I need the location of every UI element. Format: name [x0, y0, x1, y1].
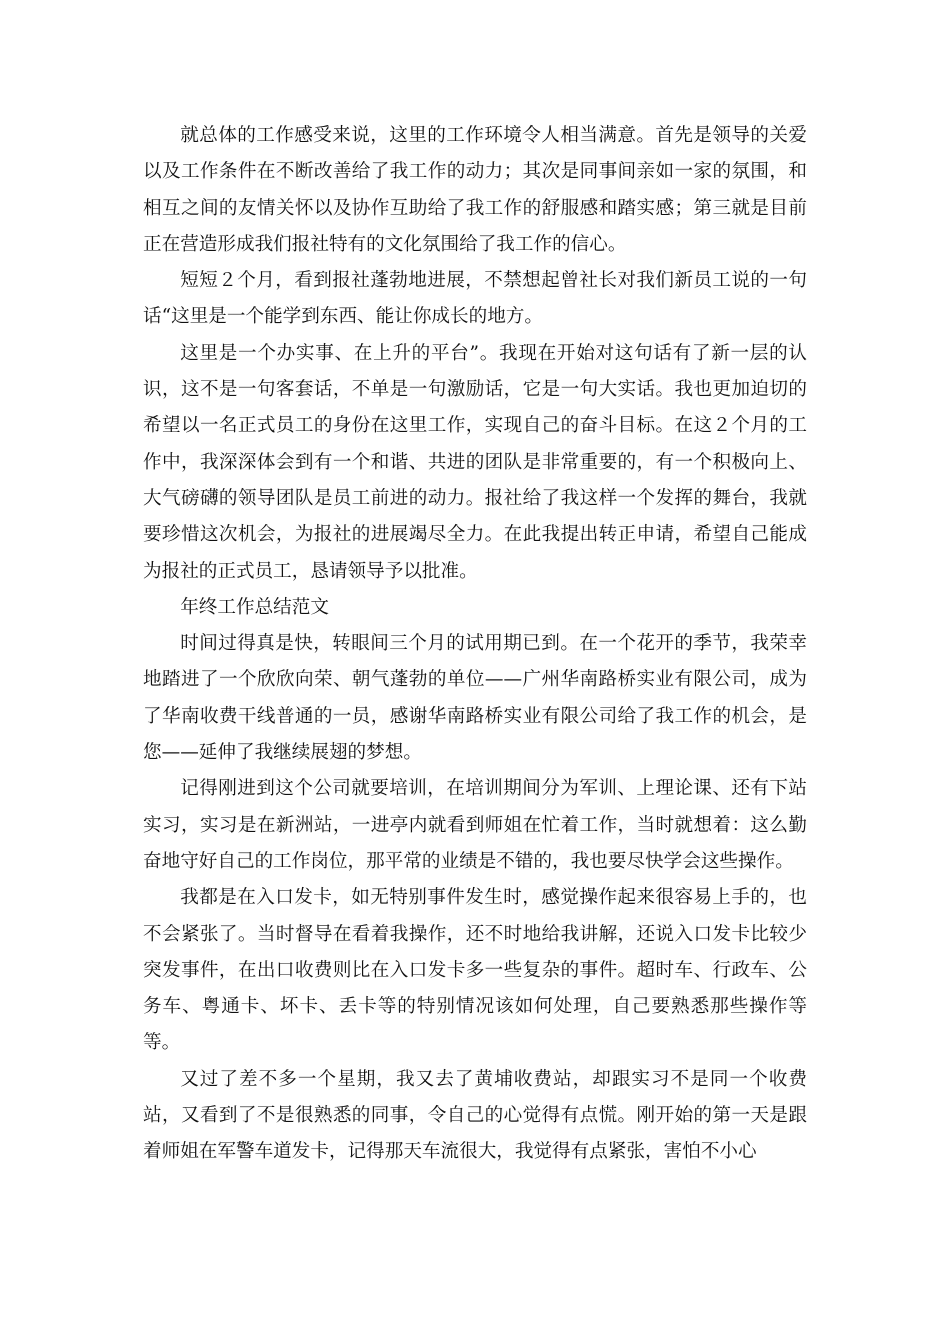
paragraph-huangpu-station: 又过了差不多一个星期，我又去了黄埔收费站，却跟实习不是同一个收费站，又看到了不是很熟悉的同事，令自己的心觉得有点慌。刚开始的第一天是跟着师姐在军警车道发卡，记得那天车流很大，我觉得有点紧张，害怕不小心 [143, 1068, 807, 1163]
paragraph-two-months: 短短２个月，看到报社蓬勃地进展，不禁想起曾社长对我们新员工说的一句话“这里是一个能学到东西、能让你成长的地方。 [143, 270, 807, 328]
paragraph-entrance-card: 我都是在入口发卡，如无特别事件发生时，感觉操作起来很容易上手的，也不会紧张了。当时督导在看着我操作，还不时地给我讲解，还说入口发卡比较少突发事件，在出口收费则比在入口发卡多一些复杂的事件。超时车、行政车、公务车、粤通卡、坏卡、丢卡等的特别情况该如何处理，自己要熟悉那些操作等等。 [143, 887, 807, 1054]
document-body [143, 118, 807, 1171]
paragraph-probation: 时间过得真是快，转眼间三个月的试用期已到。在一个花开的季节，我荣幸地踏进了一个欣欣向荣、朝气蓬勃的单位——广州华南路桥实业有限公司，成为了华南收费干线普通的一员，感谢华南路桥实业有限公司给了我工作的机会，是您——延伸了我继续展翅的梦想。 [143, 633, 807, 764]
paragraph-platform: 这里是一个办实事、在上升的平台”。我现在开始对这句话有了新一层的认识，这不是一句客套话，不单是一句激励话，它是一句大实话。我也更加迫切的希望以一名正式员工的身份在这里工作，实现自己的奋斗目标。在这２个月的工作中，我深深体会到有一个和谐、共进的团队是非常重要的，有一个积极向上、大气磅礴的领导团队是员工前进的动力。报社给了我这样一个发挥的舞台，我就要珍惜这次机会，为报社的进展竭尽全力。在此我提出转正申请，希望自己能成为报社的正式员工，恳请领导予以批准。 [143, 342, 807, 582]
paragraph-work-feelings: 就总体的工作感受来说，这里的工作环境令人相当满意。首先是领导的关爱以及工作条件在不断改善给了我工作的动力；其次是同事间亲如一家的氛围，和相互之间的友情关怀以及协作互助给了我工作的舒服感和踏实感；第三就是目前正在营造形成我们报社特有的文化氛围给了我工作的信心。 [143, 125, 807, 255]
section-heading: 年终工作总结范文 [180, 596, 329, 618]
paragraph-training: 记得刚进到这个公司就要培训，在培训期间分为军训、上理论课、还有下站实习，实习是在新洲站，一进亭内就看到师姐在忙着工作，当时就想着：这么勤奋地守好自己的工作岗位，那平常的业绩是不错的，我也要尽快学会这些操作。 [143, 778, 807, 872]
